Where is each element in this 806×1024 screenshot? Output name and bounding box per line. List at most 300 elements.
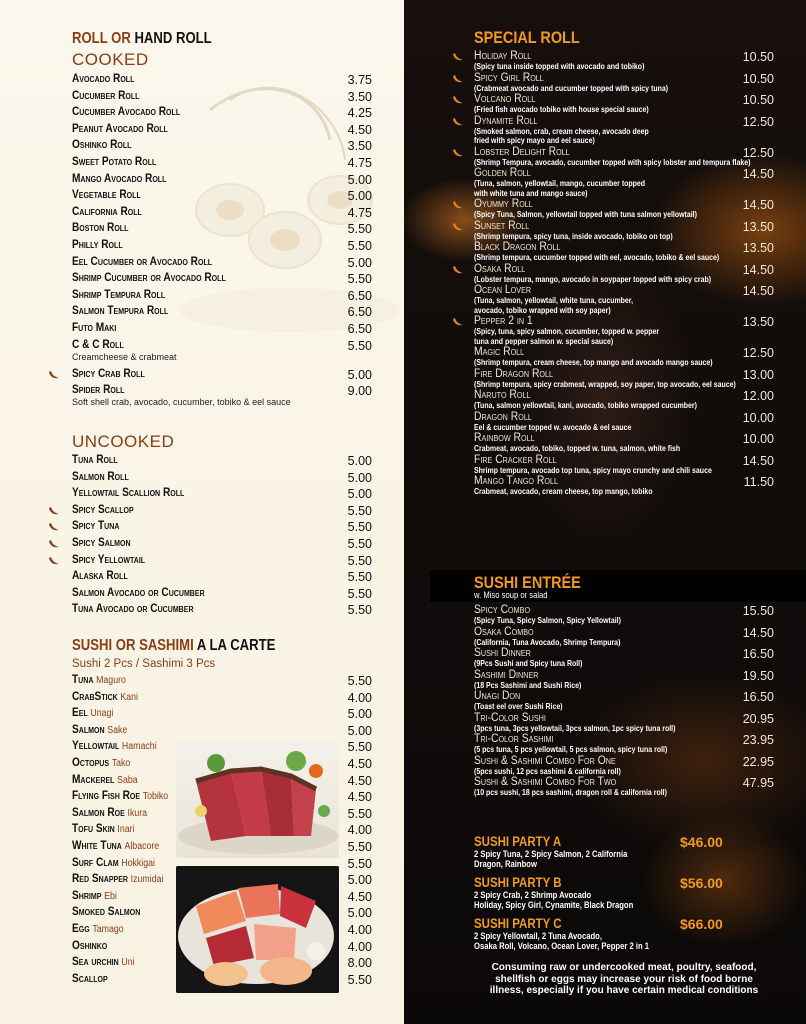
menu-item-price: 13.50 (742, 241, 774, 255)
entree-list (474, 604, 774, 798)
menu-item-name-text: Eel (72, 707, 88, 720)
chili-pepper-icon (452, 222, 464, 232)
chili-pepper-icon (452, 317, 464, 327)
menu-item-name (72, 256, 212, 268)
menu-item-name-text: Cucumber Avocado Roll (72, 106, 181, 119)
menu-item (72, 173, 372, 190)
party-description: Dragon, Rainbow (474, 859, 537, 869)
menu-item-description: (Shrimp tempura, spicy crabmeat, wrapped, soy paper, top avocado, eel sauce) (474, 378, 736, 389)
menu-item (72, 256, 372, 273)
right-panel (404, 0, 806, 1024)
menu-item (474, 432, 774, 454)
menu-item-description: (Shrimp Tempura, avocado, cucumber topped with spicy lobster and tempura flake) (474, 156, 751, 167)
menu-item-price: 5.00 (347, 906, 372, 921)
menu-item-price: 6.50 (347, 305, 372, 320)
menu-item-name-text: Scallop (72, 972, 108, 985)
menu-item-price: 13.50 (742, 315, 774, 329)
menu-item-name (72, 790, 168, 802)
menu-item-price: 5.50 (347, 553, 372, 568)
menu-item-price: 5.00 (347, 470, 372, 485)
menu-item-price: 47.95 (742, 776, 774, 790)
menu-item-name-text: Peanut Avocado Roll (72, 122, 168, 135)
menu-item-price: 4.75 (347, 155, 372, 170)
menu-item (474, 389, 774, 411)
menu-item-price: 4.00 (347, 823, 372, 838)
menu-item-description: Crabmeat, avocado, tobiko, topped w. tuna, salmon, white fish (474, 443, 681, 453)
menu-item-name (72, 587, 205, 599)
menu-item-name-text: Eel Cucumber or Avocado Roll (72, 255, 213, 268)
disclaimer (468, 962, 780, 997)
menu-item-price: 14.50 (742, 167, 774, 181)
menu-item-name (72, 339, 124, 351)
menu-item-name-text: Shrimp (72, 889, 102, 902)
party-name: SUSHI PARTY B (474, 875, 562, 890)
menu-item (474, 167, 774, 198)
menu-item (474, 146, 774, 168)
party-item (474, 834, 774, 869)
special-roll-title: SPECIAL ROLL (474, 28, 580, 47)
menu-item-description: (Smoked salmon, crab, cream cheese, avocado deep (474, 125, 649, 136)
menu-item (72, 368, 372, 385)
menu-item (72, 289, 372, 306)
party-name: SUSHI PARTY A (474, 834, 562, 849)
menu-item-price: 10.00 (742, 410, 774, 425)
menu-item (72, 73, 372, 90)
menu-item-name-text: Salmon Roe (72, 806, 125, 819)
menu-item-name (72, 189, 141, 201)
menu-item-price: 4.50 (347, 756, 372, 771)
menu-item-name (72, 289, 165, 301)
menu-item (72, 222, 372, 239)
menu-item-name-text: White Tuna (72, 839, 122, 852)
menu-item (72, 570, 372, 587)
menu-item (72, 206, 372, 223)
menu-item-name (72, 857, 155, 869)
menu-item-price: 6.50 (347, 321, 372, 336)
menu-item-description: (3pcs tuna, 3pcs yellowtail, 3pcs salmon, 1pc spicy tuna roll) (474, 722, 676, 733)
menu-item (72, 487, 372, 504)
menu-item (474, 475, 774, 497)
menu-item-price: 5.00 (347, 189, 372, 204)
menu-item-description: (Spicy tuna inside topped with avocado and tobiko) (474, 61, 645, 71)
menu-item-price: 10.50 (742, 71, 774, 86)
menu-item (72, 520, 372, 537)
menu-item (474, 454, 774, 476)
menu-item (72, 454, 372, 471)
chili-pepper-icon (452, 95, 464, 105)
menu-item-name-text: Surf Clam (72, 856, 119, 869)
menu-item-price: 5.50 (347, 674, 372, 688)
menu-item-description: (Tuna, salmon, yellowtail, mango, cucumber topped (474, 178, 646, 188)
sashimi-note: Sushi 2 Pcs / Sashimi 3 Pcs (72, 658, 216, 670)
menu-item-description: Creamcheese & crabmeat (72, 351, 177, 362)
menu-item-price: 16.50 (742, 647, 774, 661)
menu-item-name-text: Futo Maki (72, 321, 117, 334)
chili-pepper-icon (48, 506, 60, 516)
menu-item-description: (10 pcs sushi, 18 pcs sashimi, dragon roll & california roll) (474, 787, 667, 797)
menu-item-price: 14.50 (742, 284, 774, 298)
menu-item-name-text: Salmon Tempura Roll (72, 305, 169, 318)
menu-item-name: Osaka Combo (474, 625, 534, 638)
menu-item-japanese-name: Albacore (124, 840, 160, 852)
menu-item-price: 4.00 (347, 690, 372, 705)
menu-item-description: Eel & cucumber topped w. avocado & eel sauce (474, 421, 632, 432)
menu-item-name: Pepper 2 in 1 (474, 315, 533, 327)
party-item (474, 916, 774, 951)
menu-item-name: Osaka Roll (474, 262, 526, 275)
menu-item-price: 14.50 (742, 625, 774, 640)
party-section (474, 834, 774, 957)
menu-item-price: 20.95 (742, 711, 774, 726)
chili-pepper-icon (48, 556, 60, 566)
menu-item-name-text: Alaska Roll (72, 570, 128, 583)
menu-item-name-text: Egg (72, 922, 90, 935)
menu-item-name (72, 73, 134, 85)
menu-item-description: Soft shell crab, avocado, cucumber, tobiko & eel sauce (72, 397, 291, 408)
cooked-list (72, 73, 372, 413)
menu-item-name-text: Oshinko Roll (72, 139, 132, 152)
menu-item-name-text: Sea urchin (72, 956, 119, 969)
menu-item (72, 322, 372, 339)
menu-item-name-text: Boston Roll (72, 222, 129, 235)
menu-item-name-text: CrabStick (72, 690, 118, 703)
menu-item-name-text: California Roll (72, 205, 142, 218)
menu-item-description: (Toast eel over Sushi Rice) (474, 701, 563, 711)
party-item (474, 875, 774, 910)
menu-item-price: 5.00 (347, 367, 372, 382)
menu-item-description: (Spicy, tuna, spicy salmon, cucumber, topped w. pepper (474, 326, 660, 336)
menu-item-name-text: Salmon Roll (72, 470, 129, 483)
menu-item-price: 4.50 (347, 122, 372, 137)
menu-item-price: 5.00 (347, 707, 372, 722)
menu-item (72, 537, 372, 554)
menu-item-description: (Tuna, salmon, yellowtail, white tuna, cucumber, (474, 295, 634, 305)
special-roll-section (474, 28, 774, 497)
menu-item-japanese-name: Unagi (90, 708, 114, 720)
party-description: 2 Spicy Tuna, 2 Spicy Salmon, 2 California (474, 849, 628, 859)
menu-item (72, 587, 372, 604)
menu-item-description: (5 pcs tuna, 5 pcs yellowtail, 5 pcs salmon, spicy tuna roll) (474, 744, 668, 754)
menu-item-name-text: Oshinko (72, 939, 108, 952)
menu-item-name: Dragon Roll (474, 410, 532, 423)
menu-item-name (72, 973, 108, 985)
menu-item-description: (5pcs sushi, 12 pcs sashimi & california roll) (474, 765, 621, 776)
menu-item (474, 72, 774, 94)
menu-item-price: 12.50 (742, 346, 774, 360)
menu-item-name-text: Flying Fish Roe (72, 790, 141, 803)
menu-item (474, 284, 774, 315)
menu-item-price: 14.50 (742, 262, 774, 277)
menu-item (474, 50, 774, 72)
menu-item (72, 504, 372, 521)
menu-item-name: Sushi & Sashimi Combo For One (474, 754, 616, 767)
menu-item-price: 5.50 (347, 740, 372, 755)
chili-pepper-icon (452, 52, 464, 62)
party-description: Holiday, Spicy Girl, Cynamite, Black Dragon (474, 900, 634, 910)
menu-item-name-text: Spicy Yellowtail (72, 553, 146, 566)
menu-item (474, 733, 774, 755)
menu-item (474, 346, 774, 368)
menu-item-description: (Shrimp tempura, spicy tuna, inside avocado, tobiko on top) (474, 230, 673, 241)
menu-item-name (72, 239, 123, 251)
menu-item (474, 604, 774, 626)
menu-item-price: 12.50 (742, 145, 774, 160)
menu-item-price: 5.00 (347, 454, 372, 468)
menu-item-price: 5.50 (347, 238, 372, 253)
menu-item (72, 189, 372, 206)
menu-item-description: (Spicy Tuna, Salmon, yellowtail topped with tuna salmon yellowtail) (474, 209, 697, 219)
party-name: SUSHI PARTY C (474, 916, 562, 931)
menu-item-japanese-name: Inari (117, 824, 135, 836)
menu-item-price: 4.50 (347, 889, 372, 904)
party-price: $66.00 (680, 916, 723, 932)
menu-item-price: 12.00 (742, 389, 774, 403)
menu-item-name-text: Mackerel (72, 773, 115, 786)
menu-item-name-text: Tofu Skin (72, 823, 115, 836)
menu-item-name (72, 757, 130, 769)
menu-item-name (72, 322, 116, 334)
menu-item (474, 198, 774, 220)
menu-item-name (72, 206, 142, 218)
menu-item (72, 139, 372, 156)
menu-item-price: 12.50 (742, 114, 774, 129)
menu-item-name-text: Shrimp Tempura Roll (72, 288, 166, 301)
menu-item (474, 690, 774, 712)
menu-item-price: 5.50 (347, 586, 372, 601)
menu-item-price: 3.50 (347, 139, 372, 154)
menu-item (474, 712, 774, 734)
cooked-section (72, 30, 372, 413)
menu-item-name (72, 603, 194, 615)
menu-item (474, 776, 774, 798)
menu-item-name-text: Tuna Roll (72, 454, 118, 466)
menu-item-name: Mango Tango Roll (474, 475, 559, 487)
menu-item-name (72, 890, 117, 902)
menu-item-price: 22.95 (742, 754, 774, 769)
menu-item-price: 5.00 (347, 487, 372, 502)
menu-item (72, 339, 372, 368)
menu-item (474, 93, 774, 115)
menu-item-price: 9.00 (347, 384, 372, 399)
menu-item-price: 5.50 (347, 272, 372, 287)
menu-item-name-text: Shrimp Cucumber or Avocado Roll (72, 272, 226, 285)
menu-item-name (72, 691, 138, 703)
menu-item-price: 4.25 (347, 106, 372, 121)
menu-item-japanese-name: Uni (121, 957, 135, 969)
menu-item-name: Oyummy Roll (474, 198, 533, 210)
menu-item-name-text: Philly Roll (72, 238, 123, 251)
chili-pepper-icon (452, 200, 464, 210)
menu-item-name (72, 923, 124, 935)
menu-item-name (72, 840, 159, 852)
menu-item-price: 5.50 (347, 520, 372, 535)
menu-item-description: tuna and pepper salmon w. special sauce) (474, 335, 614, 346)
cooked-subtitle: COOKED (72, 50, 149, 69)
menu-item (474, 220, 774, 242)
menu-item-description: (Fried fish avocado tobiko with house special sauce) (474, 104, 649, 114)
menu-item-name (72, 454, 118, 466)
menu-item-name: Fire Dragon Roll (474, 367, 554, 380)
menu-item-price: 15.50 (742, 604, 774, 618)
menu-item-price: 8.00 (347, 956, 372, 971)
menu-item-price: 13.50 (742, 219, 774, 234)
menu-item (72, 90, 372, 107)
menu-item-name (72, 520, 119, 532)
menu-item-description: (Shrimp tempura, cucumber topped with eel, avocado, tobiko & eel sauce) (474, 252, 720, 262)
menu-item-price: 5.50 (347, 570, 372, 585)
menu-item-price: 4.00 (347, 922, 372, 937)
menu-item (72, 707, 372, 724)
menu-item (474, 368, 774, 390)
menu-item-name (72, 123, 168, 135)
menu-item-price: 10.50 (742, 93, 774, 107)
menu-item-description: (18 Pcs Sashimi and Sushi Rice) (474, 679, 582, 690)
menu-item-price: 6.50 (347, 288, 372, 303)
menu-item (72, 603, 372, 620)
menu-item-price: 4.50 (347, 773, 372, 788)
chili-pepper-icon (48, 522, 60, 532)
menu-item-name (72, 90, 139, 102)
menu-item (474, 241, 774, 263)
menu-item-price: 5.50 (347, 972, 372, 987)
menu-item-description: (Tuna, salmon yellowtail, kani, avocado, tobiko wrapped cucumber) (474, 400, 697, 410)
menu-item (72, 123, 372, 140)
entree-section (474, 604, 774, 798)
uncooked-list (72, 454, 372, 620)
uncooked-subtitle: UNCOOKED (72, 432, 175, 451)
menu-item-name: Tri-Color Sushi (474, 711, 546, 724)
menu-item-price: 4.75 (347, 205, 372, 220)
menu-item-name: Unagi Don (474, 690, 521, 702)
menu-item-price: 5.50 (347, 603, 372, 618)
menu-item-description: (Spicy Tuna, Spicy Salmon, Spicy Yellowtail) (474, 615, 621, 625)
menu-item-name-text: Yellowtail (72, 740, 120, 753)
menu-item-japanese-name: Saba (117, 774, 138, 786)
menu-item-name: Lobster Delight Roll (474, 145, 570, 158)
sashimi-title-part-a: SUSHI OR SASHIMI (72, 637, 194, 654)
menu-item (474, 647, 774, 669)
menu-item (72, 384, 372, 413)
menu-item-price: 11.50 (743, 475, 774, 489)
menu-item-price: 16.50 (742, 690, 774, 704)
menu-item-name: Black Dragon Roll (474, 241, 561, 253)
chili-pepper-icon (48, 539, 60, 549)
menu-item-name (72, 807, 147, 819)
menu-item-name-text: Tuna (72, 674, 94, 686)
menu-item-name (72, 940, 107, 952)
menu-item-name: Golden Roll (474, 167, 531, 179)
uncooked-section (72, 432, 372, 620)
menu-item-name: Tri-Color Sashimi (474, 733, 554, 745)
disclaimer-line-1: Consuming raw or undercooked meat, poultry, seafood, (491, 962, 757, 973)
menu-item-name-text: Salmon (72, 723, 105, 736)
menu-item-japanese-name: Sake (107, 724, 128, 736)
menu-item (474, 626, 774, 648)
menu-item-name (72, 222, 128, 234)
party-description: 2 Spicy Crab, 2 Shrimp Avocado (474, 890, 592, 900)
menu-item-japanese-name: Kani (120, 691, 138, 703)
menu-item-name (72, 384, 124, 396)
menu-item-description: (California, Tuna Avocado, Shrimp Tempura) (474, 636, 621, 647)
special-roll-list (474, 50, 774, 497)
menu-item-name (72, 173, 166, 185)
menu-item-name (72, 570, 128, 582)
menu-item (72, 554, 372, 571)
menu-item-price: 5.50 (347, 856, 372, 871)
menu-item-name: Holiday Roll (474, 50, 532, 62)
entree-note: w. Miso soup or salad (474, 590, 548, 600)
menu-item-japanese-name: Tobiko (142, 791, 169, 803)
menu-item-name: Rainbow Roll (474, 432, 535, 444)
menu-item-japanese-name: Tamago (92, 923, 124, 935)
menu-item-name: Fire Cracker Roll (474, 453, 557, 466)
menu-item (72, 156, 372, 173)
menu-item-price: 5.00 (347, 873, 372, 888)
menu-item-name-text: Smoked Salmon (72, 906, 141, 919)
menu-item-name-text: C & C Roll (72, 338, 124, 351)
menu-item-description: with white tuna and mango sauce) (474, 187, 588, 198)
sashimi-platter-image (176, 866, 339, 993)
menu-item-name-text: Sweet Potato Roll (72, 155, 157, 168)
menu-item-name: Magic Roll (474, 346, 525, 358)
menu-item-name-text: Yellowtail Scallion Roll (72, 487, 185, 500)
menu-item-description: Shrimp tempura, avocado top tuna, spicy mayo crunchy and chili sauce (474, 464, 712, 475)
menu-item-name: Naruto Roll (474, 389, 531, 401)
menu-item-price: 3.75 (347, 73, 372, 87)
menu-item-description: (Crabmeat avocado and cucumber topped with spicy tuna) (474, 82, 669, 93)
menu-item-name: Sashimi Dinner (474, 668, 539, 681)
menu-item-price: 4.00 (347, 939, 372, 954)
menu-item-name: Spicy Combo (474, 604, 531, 616)
menu-item-price: 13.00 (742, 367, 774, 382)
sashimi-title-part-b: A LA CARTE (196, 637, 276, 654)
menu-item-name (72, 554, 145, 566)
menu-item-name (72, 471, 129, 483)
menu-item-name-text: Spider Roll (72, 384, 125, 397)
menu-item (474, 411, 774, 433)
menu-item-name (72, 873, 163, 885)
menu-item-name (72, 368, 145, 380)
menu-item-name: Sushi Dinner (474, 647, 531, 659)
party-description: 2 Spicy Yellowtail, 2 Tuna Avocado, (474, 931, 602, 941)
menu-item-price: 5.50 (347, 806, 372, 821)
menu-item-name-text: Cucumber Roll (72, 89, 140, 102)
section-title-part-a: ROLL OR (72, 30, 131, 47)
menu-item-name (72, 674, 126, 686)
chili-pepper-icon (452, 265, 464, 275)
menu-item-price: 5.50 (347, 338, 372, 353)
menu-item-price: 5.00 (347, 172, 372, 187)
menu-item-japanese-name: Hokkigai (121, 857, 155, 869)
menu-item-japanese-name: Maguro (96, 675, 126, 686)
menu-item-price: 5.50 (347, 503, 372, 518)
menu-item (72, 305, 372, 322)
menu-item (474, 755, 774, 777)
menu-item-name (72, 487, 184, 499)
menu-item-price: 5.00 (347, 255, 372, 270)
disclaimer-line-3: illness, especially if you have certain medical conditions (489, 985, 759, 996)
menu-item-description: (9Pcs Sushi and Spicy tuna Roll) (474, 658, 583, 668)
party-description: Osaka Roll, Volcano, Ocean Lover, Pepper 2 in 1 (474, 941, 650, 951)
menu-item (474, 315, 774, 346)
menu-item (72, 724, 372, 741)
seared-tuna-image (176, 741, 339, 858)
party-price: $56.00 (680, 875, 723, 891)
entree-title: SUSHI ENTRÉE (474, 573, 581, 592)
menu-item-name: Spicy Girl Roll (474, 71, 544, 84)
menu-item-price: 14.50 (742, 453, 774, 468)
sashimi-platter-photo (176, 866, 339, 993)
